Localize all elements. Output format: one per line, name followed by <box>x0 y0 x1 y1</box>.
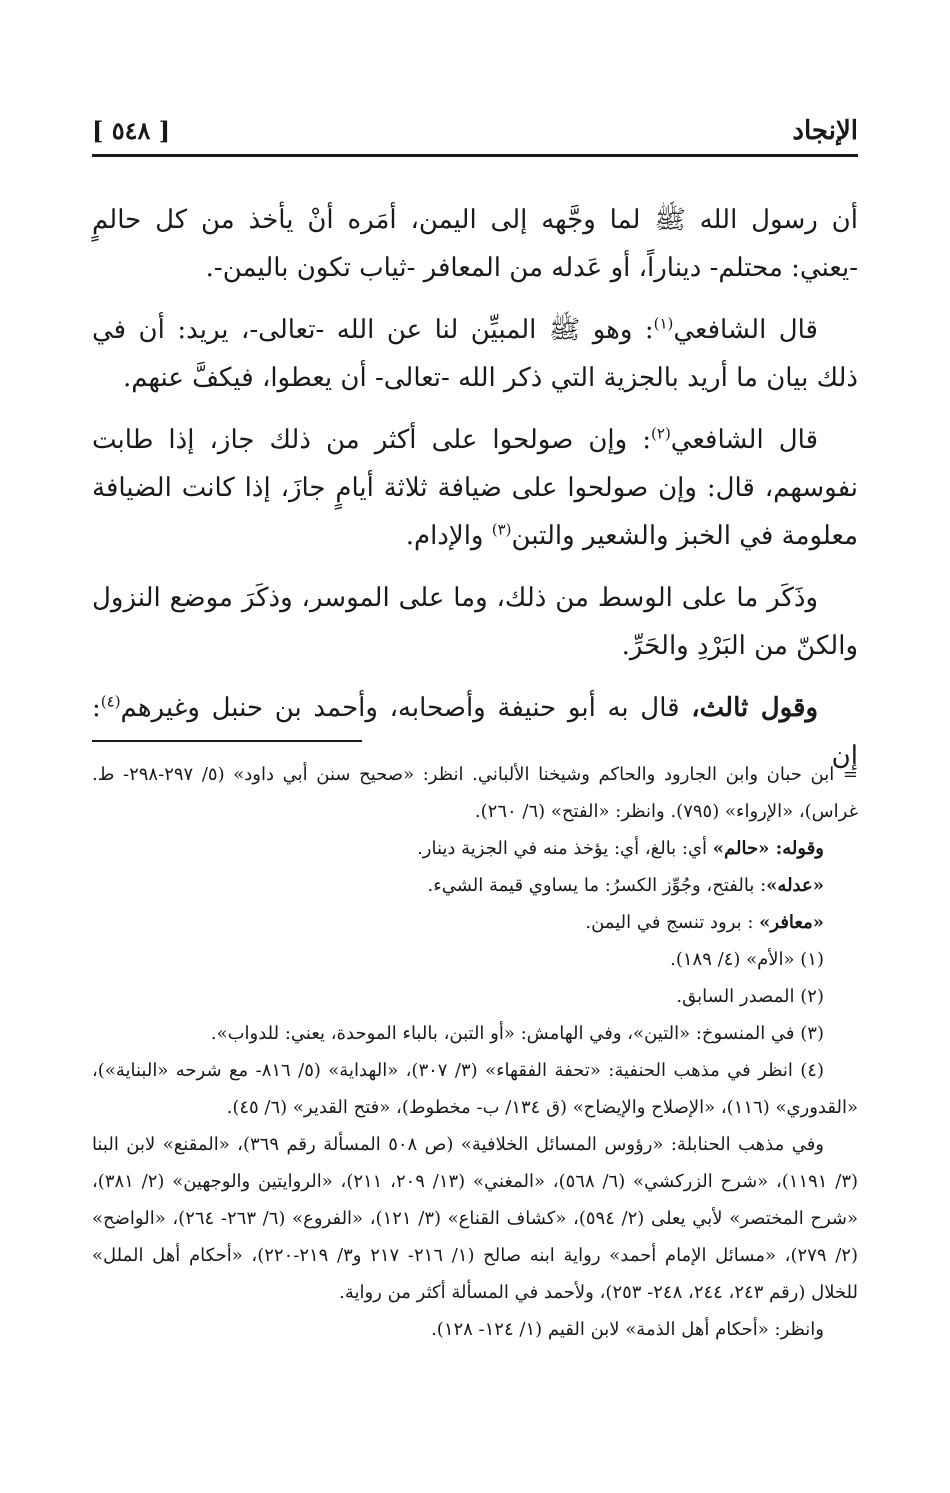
p2-text-b: : وهو ﷺ المبيِّن لنا عن الله -تعالى-، يريد: أن في ذلك بيان ما أريد بالجزية التي ذكر الله -تعالى- أن يعطوا، فيكفَّ عنهم. <box>92 315 858 393</box>
footnote-ref-1[interactable]: (١) <box>653 314 674 333</box>
gloss-adl <box>92 867 858 904</box>
p3-text-c: والإدام. <box>405 521 492 551</box>
footnote-4-see-also: وانظر: «أحكام أهل الذمة» لابن القيم (١/ ١٢٤- ١٢٨). <box>431 1319 824 1340</box>
footnote-continuation: = ابن حبان وابن الجارود والحاكم وشيخنا الألباني. انظر: «صحيح سنن أبي داود» (٥/ ٢٩٧-٢٩٨- ط. غراس)، «الإرواء» (٧٩٥). وانظر: «الفتح» (٦/ ٢٦٠). <box>92 764 858 822</box>
page-number: [ ٥٤٨ ] <box>92 116 171 145</box>
paragraph-3 <box>92 416 858 560</box>
gloss-halim-text: أي: بالغ، أي: يؤخذ منه في الجزية دينار. <box>417 838 713 859</box>
paragraph-4: وذَكَر ما على الوسط من ذلك، وما على الموسر، وذكَرَ موضع النزول والكنّ من البَرْدِ والحَرِّ. <box>92 583 858 661</box>
footnote-2: (٢) المصدر السابق. <box>676 986 824 1007</box>
paragraph-2 <box>92 306 858 402</box>
main-text <box>92 196 858 794</box>
page-header <box>92 104 858 157</box>
footnote-4: (٤) انظر في مذهب الحنفية: «تحفة الفقهاء» (٣/ ٣٠٧)، «الهداية» (٥/ ٨١٦- مع شرحه «البناية»)، «القدوري» (١١٦)، «الإصلاح والإيضاح» (ق ١٣٤/ ب- مخطوط)، «فتح القدير» (٦/ ٤٥). <box>92 1060 858 1118</box>
gloss-maafir-text: : برود تنسج في اليمن. <box>585 912 760 933</box>
gloss-halim <box>92 830 858 867</box>
paragraph-1: أن رسول الله ﷺ لما وجَّهه إلى اليمن، أمَره أنْ يأخذ من كل حالمٍ -يعني: محتلم- ديناراً، أو عَدله من المعافر -ثياب تكون باليمن-. <box>92 205 858 283</box>
p3-text-b: : وإن صولحوا على أكثر من ذلك جاز، إذا طابت نفوسهم، قال: وإن صولحوا على ضيافة ثلاثة أيامٍ جازَ، إذا كانت الضيافة معلومة في الخبز والشعير والتبن <box>92 425 858 551</box>
footnote-ref-4[interactable]: (٤) <box>100 692 121 711</box>
footnote-ref-3[interactable]: (٣) <box>491 520 512 539</box>
p2-text-a: قال الشافعي <box>673 315 818 345</box>
gloss-adl-text: : بالفتح، وجُوِّز الكسرُ: ما يساوي قيمة الشيء. <box>427 875 767 896</box>
p3-text-a: قال الشافعي <box>670 425 818 455</box>
footnote-separator <box>92 740 362 742</box>
footnote-3: (٣) في المنسوخ: «التين»، وفي الهامش: «أو التبن، بالباء الموحدة، يعني: للدواب». <box>210 1023 824 1044</box>
footnote-4-hanabila: وفي مذهب الحنابلة: «رؤوس المسائل الخلافية» (ص ٥٠٨ المسألة رقم ٣٦٩)، «المقنع» لابن البنا (٣/ ١١٩١)، «شرح الزركشي» (٦/ ٥٦٨)، «المغني» (١٣/ ٢٠٩، ٢١١)، «الروايتين والوجهين» (٢/ ٣٨١)، «شرح المختصر» لأبي يعلى (٢/ ٥٩٤)، «كشاف القناع» (٣/ ١٢١)، «الفروع» (٦/ ٢٦٣- ٢٦٤)، «الواضح» (٢/ ٢٧٩)، «مسائل الإمام أحمد» رواية ابنه صالح (١/ ٢١٦- ٢١٧ و٣/ ٢١٩-٢٢٠)، «أحكام أهل الملل» للخلال (رقم ٢٤٣، ٢٤٤، ٢٤٨- ٢٥٣)، ولأحمد في المسألة أكثر من رواية. <box>92 1134 859 1303</box>
footnotes <box>92 756 858 1348</box>
p5-text-b: : إن <box>92 693 858 771</box>
gloss-halim-label: وقوله: «حالم» <box>712 838 824 859</box>
p5-bold-lead: وقول ثالث، <box>691 693 818 723</box>
footnote-ref-2[interactable]: (٢) <box>651 424 671 443</box>
gloss-adl-label: «عدله» <box>766 875 824 896</box>
gloss-maafir-label: «معافر» <box>759 912 824 933</box>
footnote-1: (١) «الأم» (٤/ ١٨٩). <box>670 949 824 970</box>
running-title: الإنجاد <box>792 116 858 146</box>
gloss-maafir <box>92 904 858 941</box>
p5-text-a: قال به أبو حنيفة وأصحابه، وأحمد بن حنبل وغيرهم <box>120 693 692 723</box>
